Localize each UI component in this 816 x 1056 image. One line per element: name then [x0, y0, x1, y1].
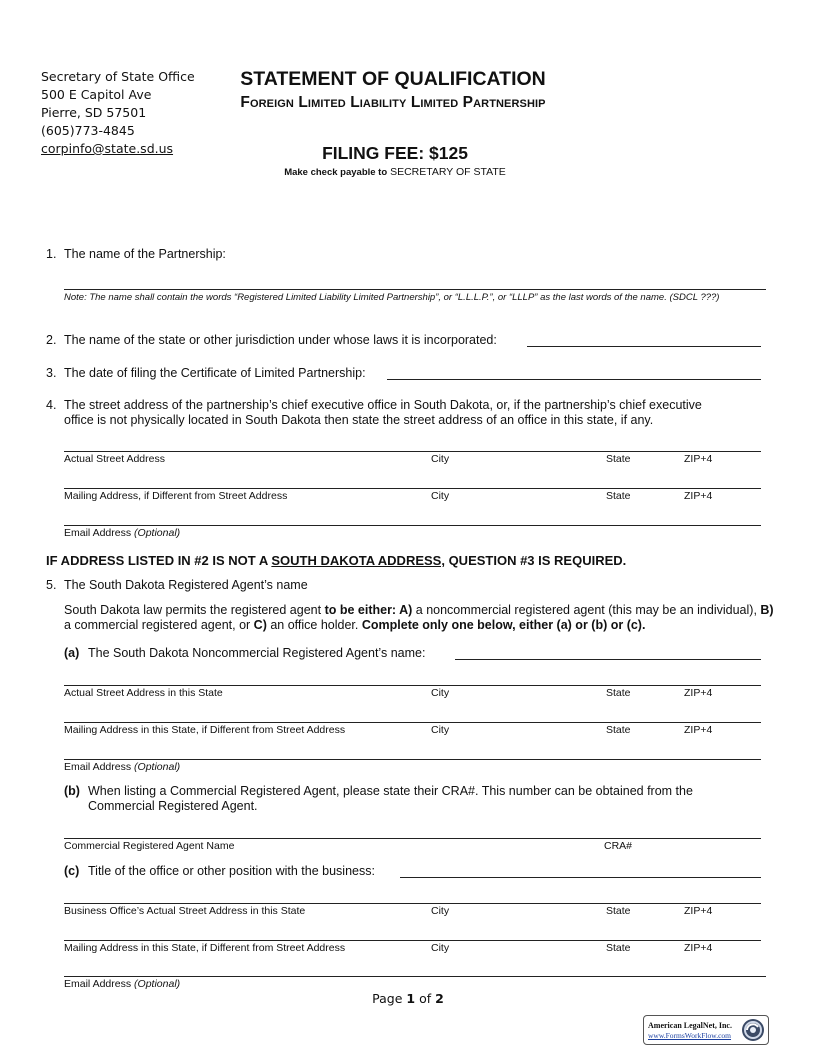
- c-mailing-state-label: State: [606, 942, 631, 954]
- page-number: [300, 991, 516, 1006]
- page-of: of: [419, 991, 432, 1006]
- a-email-optional: (Optional): [134, 761, 181, 773]
- q4-actual-city-label: City: [431, 453, 450, 465]
- q2-text: The name of the state or other jurisdiction under whose laws it is incorporated:: [64, 333, 497, 347]
- option-c-label: (c): [64, 864, 80, 878]
- c-actual-state-label: State: [606, 905, 631, 917]
- page-current: 1: [406, 991, 416, 1006]
- q5-para-part1: South Dakota law permits the registered agent: [64, 603, 325, 617]
- address-warning: [46, 553, 626, 568]
- jurisdiction-field[interactable]: [527, 346, 761, 347]
- option-a-label: (a): [64, 646, 80, 660]
- q4-number: 4.: [46, 398, 57, 412]
- q4-mailing-zip-label: ZIP+4: [684, 490, 713, 502]
- globe-icon: [740, 1017, 766, 1043]
- q4-email-label-text: Email Address: [64, 527, 132, 539]
- c-email-label: [64, 978, 180, 990]
- filing-fee: FILING FEE: $125: [322, 143, 468, 163]
- a-email-label-text: Email Address: [64, 761, 132, 773]
- office-street: 500 E Capitol Ave: [41, 87, 152, 102]
- c-email-label-text: Email Address: [64, 978, 132, 990]
- office-phone: (605)773-4845: [41, 123, 135, 138]
- form-title: STATEMENT OF QUALIFICATION: [240, 68, 546, 90]
- option-b-label: (b): [64, 784, 80, 798]
- logo-company: American LegalNet, Inc.: [648, 1021, 732, 1030]
- partnership-name-field[interactable]: [64, 289, 766, 290]
- q4-text-line1: The street address of the partnership’s chief executive office in South Dakota, or, if the partnership’s chief executive: [64, 398, 702, 412]
- q4-mailing-city-label: City: [431, 490, 450, 502]
- q5-para-part3: a commercial registered agent, or: [64, 618, 254, 632]
- c-actual-address-label: Business Office’s Actual Street Address in this State: [64, 905, 306, 917]
- q5-para-bold3: C): [253, 618, 267, 632]
- q5-text: The South Dakota Registered Agent’s name: [64, 578, 308, 592]
- office-city: Pierre, SD 57501: [41, 105, 147, 120]
- commercial-agent-name-label: Commercial Registered Agent Name: [64, 840, 235, 852]
- q3-text: The date of filing the Certificate of Limited Partnership:: [64, 366, 366, 380]
- q5-number: 5.: [46, 578, 57, 592]
- q5-instructions: [64, 603, 784, 633]
- filing-date-field[interactable]: [387, 379, 761, 380]
- option-c-text: Title of the office or other position with the business:: [88, 864, 375, 878]
- option-b-text-line2: Commercial Registered Agent.: [88, 799, 258, 813]
- q5-para-part4: an office holder.: [266, 618, 362, 632]
- q4-actual-zip-label: ZIP+4: [684, 453, 713, 465]
- a-actual-state-label: State: [606, 687, 631, 699]
- office-name: Secretary of State Office: [41, 69, 195, 84]
- q3-number: 3.: [46, 366, 57, 380]
- a-actual-address-label: Actual Street Address in this State: [64, 687, 223, 699]
- commercial-agent-field[interactable]: [64, 838, 761, 839]
- form-subtitle: Foreign Limited Liability Limited Partnership: [240, 94, 546, 111]
- a-email-field[interactable]: [64, 759, 761, 760]
- c-mailing-zip-label: ZIP+4: [684, 942, 713, 954]
- cra-number-label: CRA#: [604, 840, 633, 852]
- office-title-field[interactable]: [400, 877, 761, 878]
- payable-prefix: Make check payable to: [284, 167, 388, 178]
- warning-underlined: SOUTH DAKOTA ADDRESS,: [271, 553, 445, 568]
- warning-post: QUESTION #3 IS REQUIRED.: [444, 553, 627, 568]
- q4-email-optional: (Optional): [134, 527, 181, 539]
- q4-mailing-address-field[interactable]: [64, 488, 761, 489]
- q4-mailing-state-label: State: [606, 490, 631, 502]
- c-email-optional: (Optional): [134, 978, 181, 990]
- option-a-text: The South Dakota Noncommercial Registered Agent’s name:: [88, 646, 426, 660]
- q1-note: Note: The name shall contain the words “Registered Limited Liability Limited Partnership”, or “L.L.L.P.”, or “LLLP” as the last words of the name. (SDCL ???): [64, 292, 720, 303]
- noncommercial-agent-name-field[interactable]: [455, 659, 761, 660]
- c-actual-city-label: City: [431, 905, 450, 917]
- logo-url-link[interactable]: www.FormsWorkFlow.com: [648, 1031, 732, 1040]
- office-email-link[interactable]: corpinfo@state.sd.us: [41, 141, 174, 156]
- legalnet-logo[interactable]: [643, 1015, 769, 1045]
- a-actual-city-label: City: [431, 687, 450, 699]
- c-mailing-address-label: Mailing Address in this State, if Different from Street Address: [64, 942, 346, 954]
- a-mailing-zip-label: ZIP+4: [684, 724, 713, 736]
- q4-actual-state-label: State: [606, 453, 631, 465]
- q4-mailing-address-label: Mailing Address, if Different from Street Address: [64, 490, 288, 502]
- a-actual-zip-label: ZIP+4: [684, 687, 713, 699]
- q5-para-part2: a noncommercial registered agent (this may be an individual),: [412, 603, 761, 617]
- q1-text: The name of the Partnership:: [64, 247, 226, 261]
- q5-para-bold1: to be either: A): [324, 603, 413, 617]
- a-mailing-address-label: Mailing Address in this State, if Different from Street Address: [64, 724, 346, 736]
- office-address-block: [41, 68, 195, 158]
- c-actual-address-field[interactable]: [64, 903, 761, 904]
- a-mailing-address-field[interactable]: [64, 722, 761, 723]
- q4-actual-address-label: Actual Street Address: [64, 453, 165, 465]
- a-mailing-city-label: City: [431, 724, 450, 736]
- q5-para-bold2: B): [760, 603, 774, 617]
- q2-number: 2.: [46, 333, 57, 347]
- q1-number: 1.: [46, 247, 57, 261]
- c-email-field[interactable]: [64, 976, 766, 977]
- page-total: 2: [435, 991, 444, 1006]
- payable-line: [230, 166, 560, 178]
- q4-actual-address-field[interactable]: [64, 451, 761, 452]
- payable-to: SECRETARY OF STATE: [390, 166, 506, 178]
- a-mailing-state-label: State: [606, 724, 631, 736]
- c-mailing-city-label: City: [431, 942, 450, 954]
- q4-email-label: [64, 527, 180, 539]
- q4-text-line2: office is not physically located in South Dakota then state the street address of an office in this state, if any.: [64, 413, 654, 427]
- option-b-text-line1: When listing a Commercial Registered Agent, please state their CRA#. This number can be obtained from the: [88, 784, 693, 798]
- a-actual-address-field[interactable]: [64, 685, 761, 686]
- c-actual-zip-label: ZIP+4: [684, 905, 713, 917]
- warning-pre: IF ADDRESS LISTED IN #2 IS NOT A: [46, 553, 272, 568]
- c-mailing-address-field[interactable]: [64, 940, 761, 941]
- q4-email-field[interactable]: [64, 525, 761, 526]
- q5-para-bold4: Complete only one below, either (a) or (b) or (c).: [361, 618, 646, 632]
- page-word: Page: [372, 991, 403, 1006]
- a-email-label: [64, 761, 180, 773]
